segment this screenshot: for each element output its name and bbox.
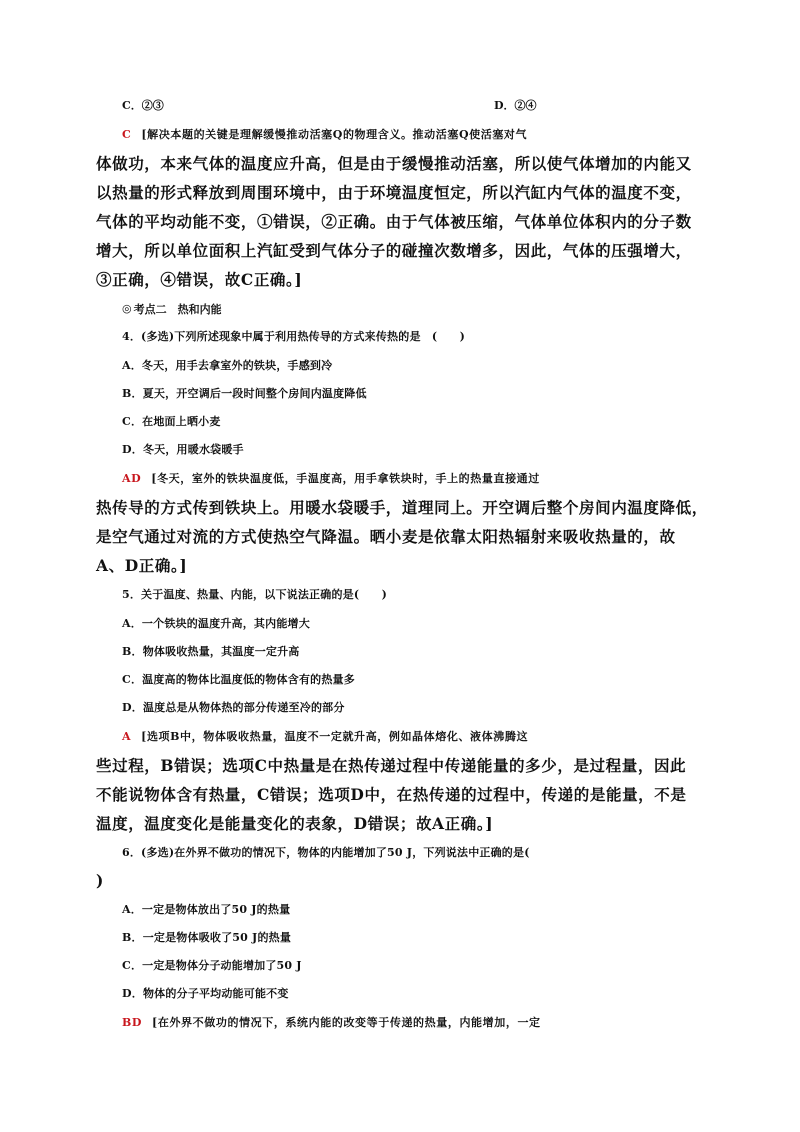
q4-option-b: B．夏天，开空调后一段时间整个房间内温度降低 <box>122 387 367 400</box>
q5-option-a: A．一个铁块的温度升高，其内能增大 <box>122 617 310 630</box>
section-mark: ◎ <box>122 302 132 315</box>
q3-answer-line-5: 增大，所以单位面积上汽缸受到气体分子的碰撞次数增多，因此，气体的压强增大， <box>96 241 692 260</box>
q4-answer-line-3: 是空气通过对流的方式使热空气降温。晒小麦是依靠太阳热辐射来吸收热量的，故 <box>96 527 676 546</box>
q6-answer-letter: BD <box>122 1016 143 1029</box>
q4-answer-line-4: A、D正确。] <box>96 556 188 575</box>
q6-option-a: A．一定是物体放出了50 J的热量 <box>122 903 291 916</box>
q6-option-c: C．一定是物体分子动能增加了50 J <box>122 959 302 972</box>
q5-explanation-text: [选项B中，物体吸收热量，温度不一定就升高，例如晶体熔化、液体沸腾这 <box>141 730 529 743</box>
q3-answer-letter: C <box>122 128 132 141</box>
q3-answer-line-6: ③正确，④错误，故C正确。] <box>96 270 303 289</box>
q6-option-d: D．物体的分子平均动能可能不变 <box>122 987 289 1000</box>
q5-option-d: D．温度总是从物体热的部分传递至冷的部分 <box>122 701 345 714</box>
q4-answer-line-2: 热传导的方式传到铁块上。用暖水袋暖手，道理同上。开空调后整个房间内温度降低， <box>96 498 708 517</box>
q5-answer-line-1 <box>122 727 734 747</box>
section-title: 考点二 热和内能 <box>133 303 222 316</box>
q3-option-d: D．②④ <box>494 99 537 112</box>
q5-answer-line-4: 温度，温度变化是能量变化的表象，D错误；故A正确。] <box>96 814 494 833</box>
q4-option-a: A．冬天，用手去拿室外的铁块，手感到冷 <box>122 359 333 372</box>
q6-answer-line-1 <box>122 1013 734 1033</box>
q3-explanation-text: [解决本题的关键是理解缓慢推动活塞Q的物理含义。推动活塞Q使活塞对气 <box>141 128 528 141</box>
q4-option-d: D．冬天，用暖水袋暖手 <box>122 443 244 456</box>
q5-option-c: C．温度高的物体比温度低的物体含有的热量多 <box>122 673 355 686</box>
q3-answer-line-1 <box>122 125 734 145</box>
q4-explanation-text: [冬天，室外的铁块温度低，手温度高，用手拿铁块时，手上的热量直接通过 <box>151 472 540 485</box>
q5-answer-letter: A <box>122 730 132 743</box>
section-heading <box>122 299 734 320</box>
q4-stem: 4．(多选)下列所述现象中属于利用热传导的方式来传热的是 ( ) <box>122 330 466 343</box>
q5-option-b: B．物体吸收热量，其温度一定升高 <box>122 645 300 658</box>
q6-explanation-text: [在外界不做功的情况下，系统内能的改变等于传递的热量，内能增加，一定 <box>152 1016 541 1029</box>
q4-answer-letter: AD <box>122 472 142 485</box>
q4-answer-line-1 <box>122 469 734 489</box>
q5-answer-line-3: 不能说物体含有热量，C错误；选项D中，在热传递的过程中，传递的是能量，不是 <box>96 785 687 804</box>
q6-option-b: B．一定是物体吸收了50 J的热量 <box>122 931 292 944</box>
q6-stem-line-1: 6．(多选)在外界不做功的情况下，物体的内能增加了50 J，下列说法中正确的是( <box>122 846 530 859</box>
q3-option-c: C．②③ <box>122 99 164 112</box>
q5-answer-line-2: 些过程，B错误；选项C中热量是在热传递过程中传递能量的多少，是过程量，因此 <box>96 756 687 775</box>
q3-answer-line-3: 以热量的形式释放到周围环境中，由于环境温度恒定，所以汽缸内气体的温度不变， <box>96 183 692 202</box>
q5-stem: 5．关于温度、热量、内能，以下说法正确的是( ) <box>122 588 388 601</box>
q4-option-c: C．在地面上晒小麦 <box>122 415 221 428</box>
q3-answer-line-2: 体做功，本来气体的温度应升高，但是由于缓慢推动活塞，所以使气体增加的内能又 <box>96 154 692 173</box>
q3-answer-line-4: 气体的平均动能不变，①错误，②正确。由于气体被压缩，气体单位体积内的分子数 <box>96 212 692 231</box>
q6-stem-line-2: ) <box>96 871 104 890</box>
q3-options-row <box>122 96 734 116</box>
